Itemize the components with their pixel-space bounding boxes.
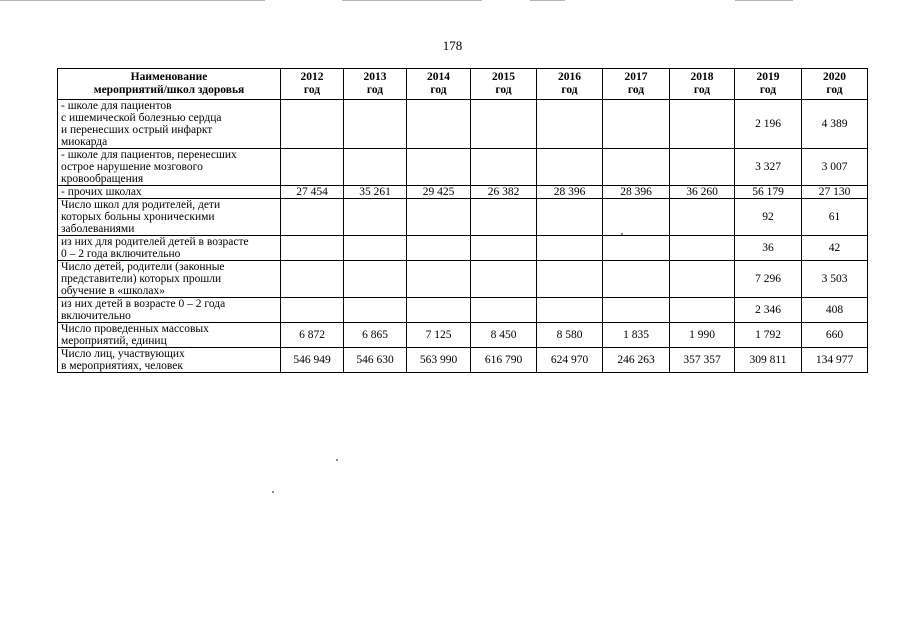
row-label-line: - школе для пациентов — [61, 100, 172, 112]
value-cell: 246 263 — [603, 348, 670, 373]
value-cell — [537, 236, 603, 261]
header-year: 2015 — [492, 71, 515, 83]
header-year-cell — [407, 69, 471, 100]
value-cell: 36 260 — [670, 186, 735, 199]
table-row — [58, 149, 868, 186]
scan-speck — [336, 459, 338, 461]
value-cell — [281, 298, 344, 323]
value-cell: 4 389 — [802, 100, 868, 149]
value-cell — [407, 149, 471, 186]
value-cell — [344, 100, 407, 149]
header-year-suffix: год — [627, 84, 645, 96]
row-label-line: заболеваниями — [61, 223, 135, 235]
table-row — [58, 100, 868, 149]
row-label-cell — [58, 298, 281, 323]
value-cell: 7 296 — [735, 261, 802, 298]
row-label-cell — [58, 186, 281, 199]
value-cell: 3 007 — [802, 149, 868, 186]
value-cell — [471, 100, 537, 149]
header-year: 2018 — [690, 71, 714, 83]
value-cell — [670, 149, 735, 186]
value-cell: 35 261 — [344, 186, 407, 199]
value-cell — [471, 261, 537, 298]
row-label-cell — [58, 199, 281, 236]
table-row — [58, 348, 868, 373]
row-label-line: которых больны хроническими — [61, 211, 215, 223]
value-cell — [344, 261, 407, 298]
header-year: 2019 — [756, 71, 780, 83]
scan-speck — [272, 491, 274, 493]
value-cell — [603, 100, 670, 149]
value-cell — [471, 236, 537, 261]
value-cell: 26 382 — [471, 186, 537, 199]
value-cell: 624 970 — [537, 348, 603, 373]
scan-speck — [621, 233, 623, 235]
header-name-line2: мероприятий/школ здоровья — [93, 84, 245, 96]
value-cell: 92 — [735, 199, 802, 236]
value-cell: 3 503 — [802, 261, 868, 298]
value-cell — [344, 149, 407, 186]
row-label-cell — [58, 149, 281, 186]
row-label-line: Число проведенных массовых — [61, 323, 209, 335]
header-year-suffix: год — [303, 84, 321, 96]
row-label-line: 0 – 2 года включительно — [61, 248, 181, 260]
value-cell: 357 357 — [670, 348, 735, 373]
value-cell — [344, 236, 407, 261]
row-label-line: представители) которых прошли — [61, 273, 222, 285]
header-year-cell — [537, 69, 603, 100]
header-year: 2017 — [624, 71, 648, 83]
value-cell: 28 396 — [537, 186, 603, 199]
value-cell — [603, 261, 670, 298]
row-label-cell — [58, 100, 281, 149]
header-year-suffix: год — [826, 84, 843, 96]
row-label-line: миокарда — [61, 136, 108, 148]
value-cell: 3 327 — [735, 149, 802, 186]
row-label-line: - школе для пациентов, перенесших — [61, 149, 237, 161]
value-cell: 134 977 — [802, 348, 868, 373]
row-label-cell — [58, 261, 281, 298]
header-name-cell — [58, 69, 281, 100]
value-cell: 6 865 — [344, 323, 407, 348]
table-row — [58, 323, 868, 348]
table-row — [58, 261, 868, 298]
value-cell — [407, 199, 471, 236]
header-row — [58, 69, 868, 100]
value-cell: 408 — [802, 298, 868, 323]
row-label-line: из них детей в возрасте 0 – 2 года — [61, 298, 226, 310]
row-label-cell — [58, 323, 281, 348]
value-cell — [537, 149, 603, 186]
value-cell: 6 872 — [281, 323, 344, 348]
header-year: 2013 — [363, 71, 387, 83]
table-body — [58, 100, 868, 373]
value-cell: 660 — [802, 323, 868, 348]
header-year-suffix: год — [693, 84, 711, 96]
value-cell — [407, 298, 471, 323]
value-cell — [281, 236, 344, 261]
value-cell — [670, 261, 735, 298]
value-cell — [471, 298, 537, 323]
value-cell: 61 — [802, 199, 868, 236]
row-label-line: Число школ для родителей, дети — [61, 199, 221, 211]
scan-artifact-line — [0, 0, 265, 1]
value-cell — [344, 199, 407, 236]
value-cell: 42 — [802, 236, 868, 261]
value-cell: 1 835 — [603, 323, 670, 348]
value-cell — [407, 261, 471, 298]
value-cell — [471, 199, 537, 236]
value-cell: 36 — [735, 236, 802, 261]
value-cell — [670, 236, 735, 261]
value-cell: 2 196 — [735, 100, 802, 149]
scan-artifact-line — [530, 0, 565, 1]
page-number: 178 — [442, 38, 463, 53]
value-cell — [537, 100, 603, 149]
header-year-cell — [344, 69, 407, 100]
row-label-line: обучение в «школах» — [61, 285, 165, 297]
value-cell — [344, 298, 407, 323]
header-year: 2014 — [427, 71, 450, 83]
header-name-line1: Наименование — [130, 71, 208, 83]
health-schools-table — [57, 68, 868, 373]
row-label-line: острое нарушение мозгового — [61, 161, 203, 173]
value-cell: 28 396 — [603, 186, 670, 199]
value-cell — [407, 236, 471, 261]
value-cell — [603, 298, 670, 323]
value-cell: 7 125 — [407, 323, 471, 348]
value-cell — [407, 100, 471, 149]
row-label-line: включительно — [61, 310, 131, 322]
value-cell — [537, 199, 603, 236]
value-cell — [670, 298, 735, 323]
row-label-line: - прочих школах — [61, 186, 142, 198]
value-cell — [471, 149, 537, 186]
value-cell: 309 811 — [735, 348, 802, 373]
value-cell: 1 792 — [735, 323, 802, 348]
table-row — [58, 186, 868, 199]
value-cell — [603, 236, 670, 261]
value-cell — [281, 261, 344, 298]
value-cell: 616 790 — [471, 348, 537, 373]
header-year: 2012 — [300, 71, 324, 83]
row-label-cell — [58, 348, 281, 373]
header-year-suffix: год — [366, 84, 384, 96]
value-cell — [537, 261, 603, 298]
row-label-line: с ишемической болезнью сердца — [61, 112, 222, 124]
row-label-cell — [58, 236, 281, 261]
value-cell: 563 990 — [407, 348, 471, 373]
value-cell — [603, 199, 670, 236]
value-cell: 8 580 — [537, 323, 603, 348]
value-cell: 27 130 — [802, 186, 868, 199]
scan-artifact-line — [735, 0, 793, 1]
value-cell — [603, 149, 670, 186]
row-label-line: кровообращения — [61, 173, 144, 185]
value-cell — [281, 149, 344, 186]
scan-artifact-line — [342, 0, 482, 1]
value-cell: 27 454 — [281, 186, 344, 199]
table-row — [58, 199, 868, 236]
header-year-cell — [735, 69, 802, 100]
row-label-line: из них для родителей детей в возрасте — [61, 236, 249, 248]
value-cell: 56 179 — [735, 186, 802, 199]
value-cell — [281, 100, 344, 149]
value-cell: 546 949 — [281, 348, 344, 373]
value-cell — [281, 199, 344, 236]
header-year-suffix: год — [430, 84, 447, 96]
value-cell — [670, 100, 735, 149]
row-label-line: в мероприятиях, человек — [61, 360, 183, 372]
header-year-suffix: год — [561, 84, 578, 96]
header-year-suffix: год — [759, 84, 777, 96]
table-row — [58, 298, 868, 323]
header-year-suffix: год — [495, 84, 512, 96]
value-cell: 546 630 — [344, 348, 407, 373]
row-label-line: Число лиц, участвующих — [61, 348, 185, 360]
header-year-cell — [281, 69, 344, 100]
table-header — [58, 69, 868, 100]
header-year: 2020 — [823, 71, 846, 83]
table-row — [58, 236, 868, 261]
value-cell: 8 450 — [471, 323, 537, 348]
value-cell — [537, 298, 603, 323]
header-year-cell — [603, 69, 670, 100]
row-label-line: мероприятий, единиц — [61, 335, 167, 347]
header-year-cell — [471, 69, 537, 100]
header-year-cell — [670, 69, 735, 100]
value-cell: 2 346 — [735, 298, 802, 323]
header-year: 2016 — [558, 71, 581, 83]
value-cell: 1 990 — [670, 323, 735, 348]
header-year-cell — [802, 69, 868, 100]
row-label-line: и перенесших острый инфаркт — [61, 124, 213, 136]
value-cell: 29 425 — [407, 186, 471, 199]
row-label-line: Число детей, родители (законные — [61, 261, 225, 273]
value-cell — [670, 199, 735, 236]
